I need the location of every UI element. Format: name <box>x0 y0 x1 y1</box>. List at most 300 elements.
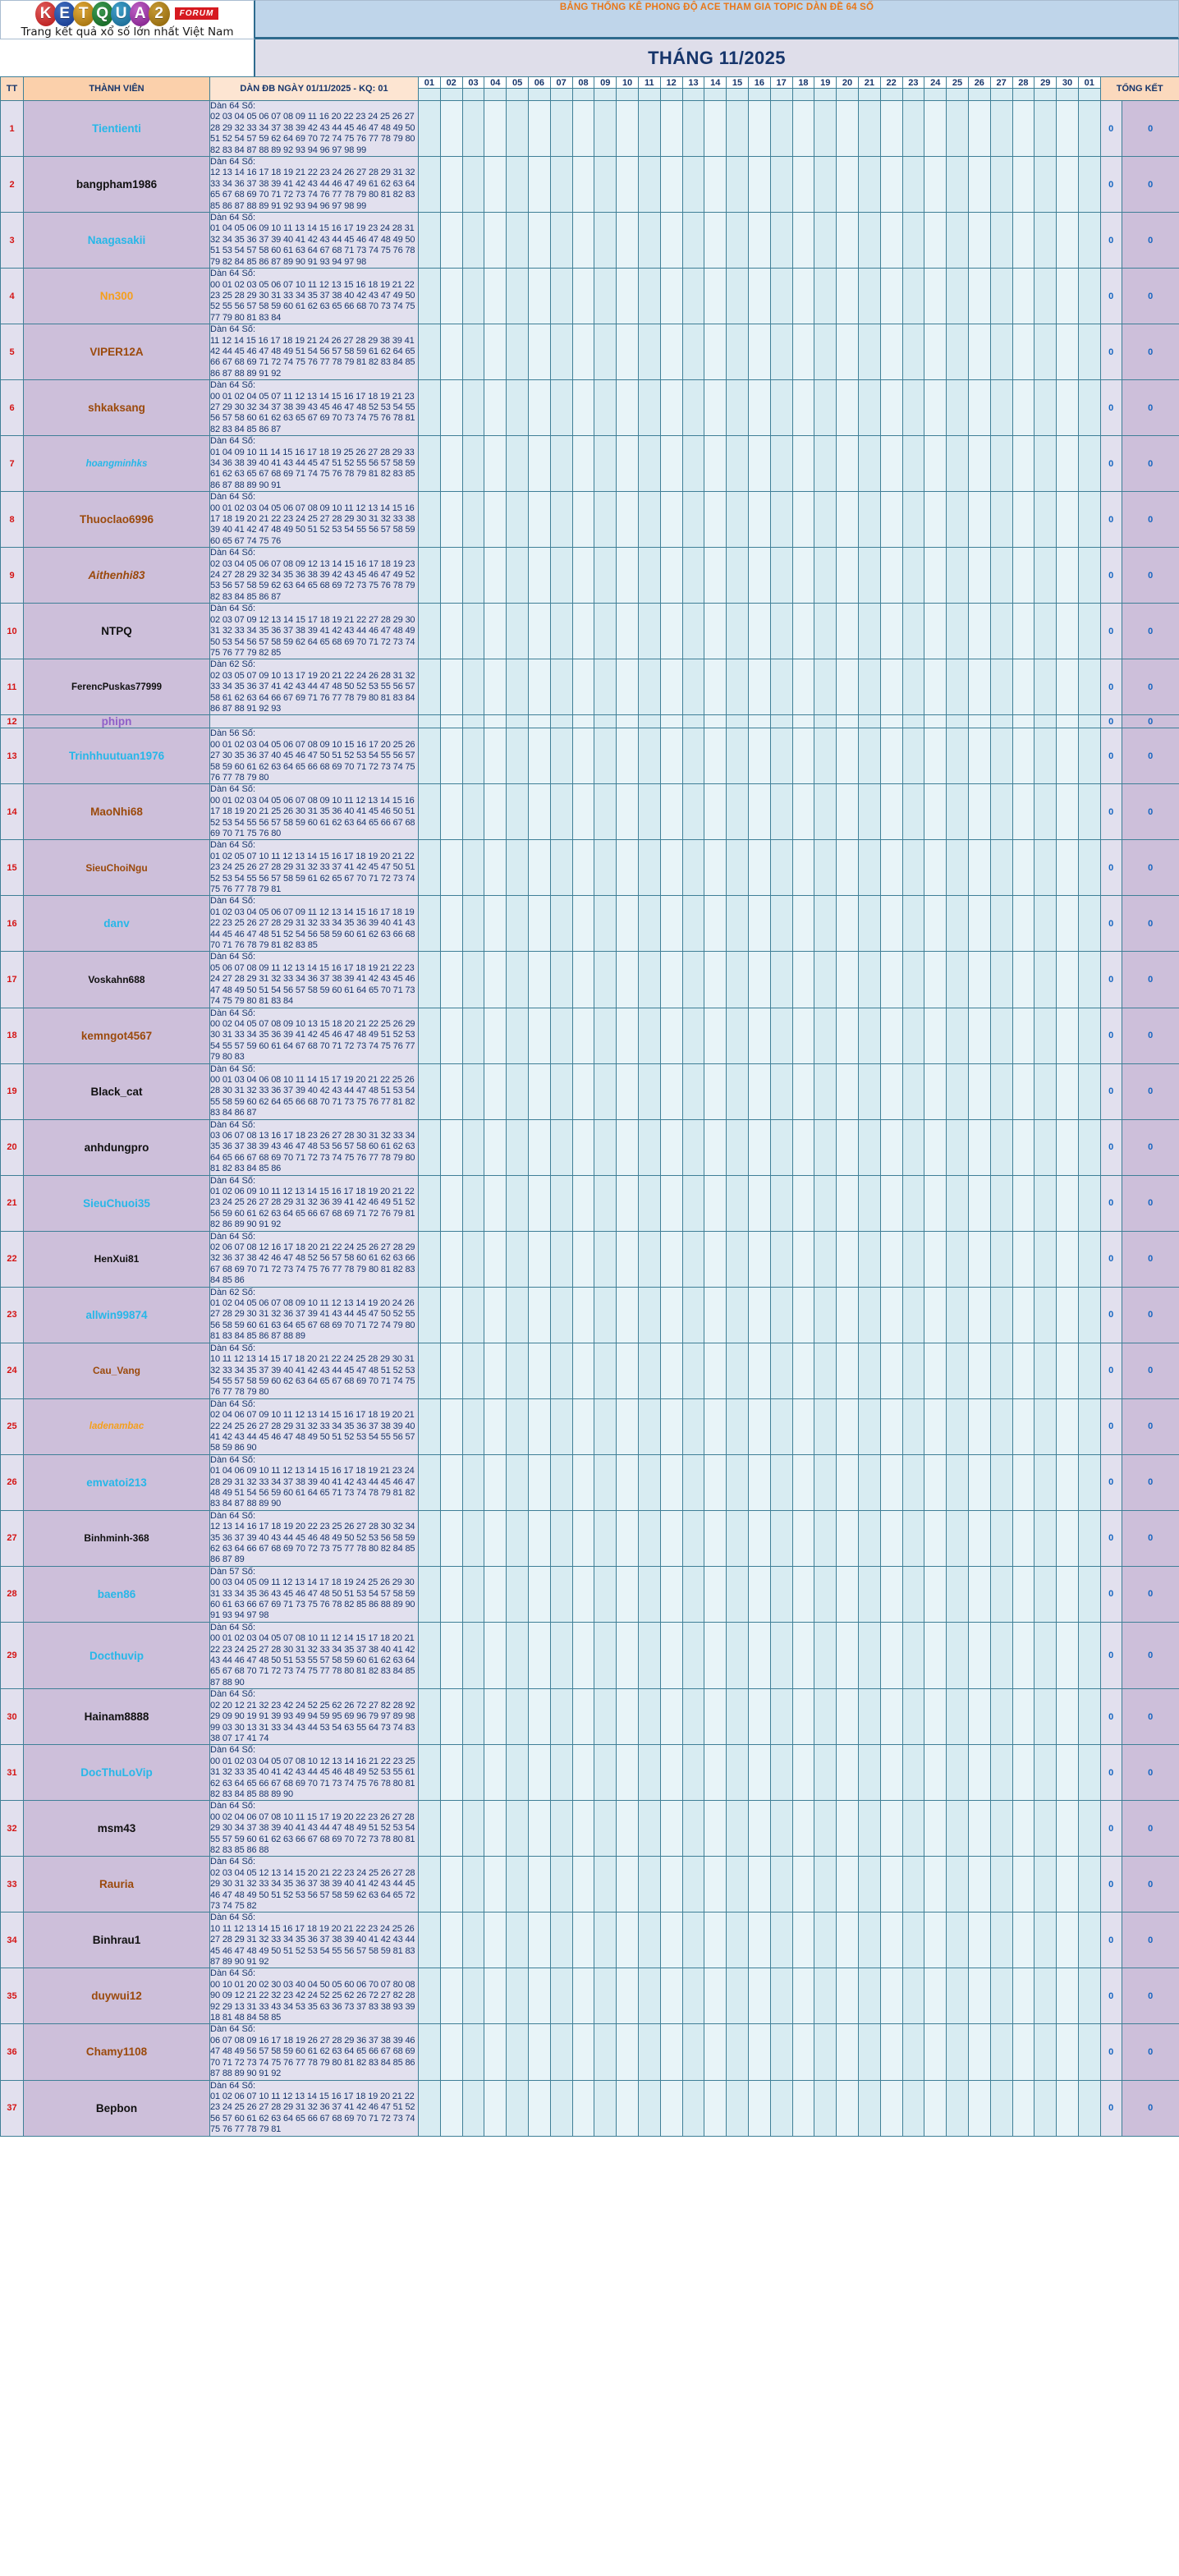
day-result-cell[interactable] <box>968 1287 990 1343</box>
day-result-cell[interactable] <box>682 1287 704 1343</box>
day-result-cell[interactable] <box>792 1857 814 1912</box>
day-result-cell[interactable] <box>814 101 837 157</box>
day-result-cell[interactable] <box>682 1689 704 1745</box>
day-result-cell[interactable] <box>1034 728 1057 784</box>
day-result-cell[interactable] <box>594 1566 617 1622</box>
day-result-cell[interactable] <box>419 2080 441 2136</box>
day-result-cell[interactable] <box>1057 840 1079 896</box>
day-result-cell[interactable] <box>858 659 880 715</box>
day-result-cell[interactable] <box>770 1119 792 1175</box>
day-result-cell[interactable] <box>880 548 902 604</box>
day-result-cell[interactable] <box>947 1008 969 1063</box>
day-result-cell[interactable] <box>947 604 969 659</box>
day-result-cell[interactable] <box>947 1566 969 1622</box>
member-cell[interactable] <box>24 1287 210 1343</box>
day-result-cell[interactable] <box>550 1008 572 1063</box>
day-result-cell[interactable] <box>507 1510 529 1566</box>
day-result-cell[interactable] <box>484 659 507 715</box>
day-result-cell[interactable] <box>507 604 529 659</box>
day-result-cell[interactable] <box>814 380 837 436</box>
day-result-cell[interactable] <box>770 548 792 604</box>
day-result-cell[interactable] <box>419 1566 441 1622</box>
day-result-cell[interactable] <box>880 269 902 324</box>
day-result-cell[interactable] <box>858 715 880 728</box>
site-logo-cell[interactable] <box>0 0 255 39</box>
day-result-cell[interactable] <box>550 1622 572 1688</box>
day-result-cell[interactable] <box>484 1063 507 1119</box>
day-result-cell[interactable] <box>528 728 550 784</box>
day-result-cell[interactable] <box>814 715 837 728</box>
day-result-cell[interactable] <box>660 1968 682 2024</box>
day-result-cell[interactable] <box>1034 380 1057 436</box>
member-cell[interactable] <box>24 1063 210 1119</box>
col-header-day-03-2[interactable]: 03 <box>462 77 484 89</box>
day-result-cell[interactable] <box>990 604 1012 659</box>
day-result-cell[interactable] <box>947 715 969 728</box>
day-result-cell[interactable] <box>638 1119 660 1175</box>
day-result-cell[interactable] <box>1034 1063 1057 1119</box>
day-result-cell[interactable] <box>682 952 704 1008</box>
day-result-cell[interactable] <box>880 1510 902 1566</box>
day-result-cell[interactable] <box>990 324 1012 380</box>
day-result-cell[interactable] <box>902 840 924 896</box>
day-result-cell[interactable] <box>792 840 814 896</box>
member-cell[interactable] <box>24 1912 210 1968</box>
day-result-cell[interactable] <box>880 2080 902 2136</box>
day-result-cell[interactable] <box>617 1745 639 1801</box>
day-result-cell[interactable] <box>770 1510 792 1566</box>
day-result-cell[interactable] <box>419 1801 441 1857</box>
day-result-cell[interactable] <box>1057 269 1079 324</box>
day-result-cell[interactable] <box>748 1857 770 1912</box>
day-result-cell[interactable] <box>572 1398 594 1454</box>
day-result-cell[interactable] <box>748 784 770 840</box>
day-result-cell[interactable] <box>617 1119 639 1175</box>
day-result-cell[interactable] <box>924 2080 947 2136</box>
day-result-cell[interactable] <box>484 952 507 1008</box>
day-result-cell[interactable] <box>727 1398 749 1454</box>
day-result-cell[interactable] <box>880 101 902 157</box>
day-result-cell[interactable] <box>704 1008 727 1063</box>
day-result-cell[interactable] <box>462 1857 484 1912</box>
day-result-cell[interactable] <box>682 548 704 604</box>
day-result-cell[interactable] <box>617 1454 639 1510</box>
day-result-cell[interactable] <box>660 1912 682 1968</box>
day-result-cell[interactable] <box>1012 436 1034 492</box>
day-result-cell[interactable] <box>419 1398 441 1454</box>
day-result-cell[interactable] <box>594 213 617 269</box>
day-result-cell[interactable] <box>902 1801 924 1857</box>
day-result-cell[interactable] <box>858 492 880 548</box>
day-result-cell[interactable] <box>528 1689 550 1745</box>
day-result-cell[interactable] <box>837 213 859 269</box>
day-result-cell[interactable] <box>990 1454 1012 1510</box>
day-result-cell[interactable] <box>727 269 749 324</box>
day-result-cell[interactable] <box>572 2024 594 2080</box>
day-result-cell[interactable] <box>572 1287 594 1343</box>
day-result-cell[interactable] <box>1057 548 1079 604</box>
day-result-cell[interactable] <box>507 1287 529 1343</box>
day-result-cell[interactable] <box>419 436 441 492</box>
day-result-cell[interactable] <box>704 604 727 659</box>
day-result-cell[interactable] <box>902 2024 924 2080</box>
day-result-cell[interactable] <box>550 1968 572 2024</box>
day-result-cell[interactable] <box>770 1287 792 1343</box>
day-result-cell[interactable] <box>572 1745 594 1801</box>
day-result-cell[interactable] <box>880 1343 902 1398</box>
day-result-cell[interactable] <box>902 380 924 436</box>
day-result-cell[interactable] <box>617 324 639 380</box>
day-result-cell[interactable] <box>462 1343 484 1398</box>
day-result-cell[interactable] <box>947 1063 969 1119</box>
day-result-cell[interactable] <box>770 1343 792 1398</box>
day-result-cell[interactable] <box>748 728 770 784</box>
day-result-cell[interactable] <box>968 1801 990 1857</box>
day-result-cell[interactable] <box>814 604 837 659</box>
day-result-cell[interactable] <box>727 1063 749 1119</box>
day-result-cell[interactable] <box>484 1912 507 1968</box>
day-result-cell[interactable] <box>682 728 704 784</box>
day-result-cell[interactable] <box>617 1622 639 1688</box>
day-result-cell[interactable] <box>947 1857 969 1912</box>
day-result-cell[interactable] <box>462 1745 484 1801</box>
day-result-cell[interactable] <box>1078 101 1100 157</box>
day-result-cell[interactable] <box>1057 436 1079 492</box>
day-result-cell[interactable] <box>858 1231 880 1287</box>
day-result-cell[interactable] <box>1012 1801 1034 1857</box>
day-result-cell[interactable] <box>704 659 727 715</box>
day-result-cell[interactable] <box>440 157 462 213</box>
day-result-cell[interactable] <box>572 1510 594 1566</box>
day-result-cell[interactable] <box>1012 1689 1034 1745</box>
day-result-cell[interactable] <box>990 1175 1012 1231</box>
day-result-cell[interactable] <box>990 659 1012 715</box>
day-result-cell[interactable] <box>507 380 529 436</box>
day-result-cell[interactable] <box>462 659 484 715</box>
day-result-cell[interactable] <box>682 492 704 548</box>
day-result-cell[interactable] <box>837 1566 859 1622</box>
day-result-cell[interactable] <box>837 728 859 784</box>
day-result-cell[interactable] <box>440 1454 462 1510</box>
day-result-cell[interactable] <box>594 1912 617 1968</box>
day-result-cell[interactable] <box>837 1912 859 1968</box>
day-result-cell[interactable] <box>1078 1063 1100 1119</box>
day-result-cell[interactable] <box>792 1343 814 1398</box>
day-result-cell[interactable] <box>748 1231 770 1287</box>
day-result-cell[interactable] <box>704 1343 727 1398</box>
day-result-cell[interactable] <box>419 324 441 380</box>
col-header-day-02-1[interactable]: 02 <box>440 77 462 89</box>
day-result-cell[interactable] <box>792 492 814 548</box>
day-result-cell[interactable] <box>419 213 441 269</box>
day-result-cell[interactable] <box>990 1287 1012 1343</box>
day-result-cell[interactable] <box>814 784 837 840</box>
day-result-cell[interactable] <box>792 436 814 492</box>
day-result-cell[interactable] <box>507 728 529 784</box>
day-result-cell[interactable] <box>792 157 814 213</box>
day-result-cell[interactable] <box>947 436 969 492</box>
day-result-cell[interactable] <box>792 604 814 659</box>
day-result-cell[interactable] <box>748 1745 770 1801</box>
day-result-cell[interactable] <box>550 896 572 952</box>
day-result-cell[interactable] <box>727 2024 749 2080</box>
day-result-cell[interactable] <box>462 2080 484 2136</box>
col-header-day-09-8[interactable]: 09 <box>594 77 617 89</box>
day-result-cell[interactable] <box>748 1622 770 1688</box>
day-result-cell[interactable] <box>990 1063 1012 1119</box>
day-result-cell[interactable] <box>902 1175 924 1231</box>
member-cell[interactable] <box>24 659 210 715</box>
day-result-cell[interactable] <box>990 784 1012 840</box>
day-result-cell[interactable] <box>968 380 990 436</box>
day-result-cell[interactable] <box>990 269 1012 324</box>
day-result-cell[interactable] <box>1012 604 1034 659</box>
day-result-cell[interactable] <box>727 324 749 380</box>
day-result-cell[interactable] <box>419 2024 441 2080</box>
day-result-cell[interactable] <box>550 1343 572 1398</box>
day-result-cell[interactable] <box>660 1510 682 1566</box>
day-result-cell[interactable] <box>462 1119 484 1175</box>
day-result-cell[interactable] <box>484 1510 507 1566</box>
day-result-cell[interactable] <box>507 1343 529 1398</box>
day-result-cell[interactable] <box>990 1912 1012 1968</box>
day-result-cell[interactable] <box>748 604 770 659</box>
day-result-cell[interactable] <box>660 2080 682 2136</box>
day-result-cell[interactable] <box>924 1912 947 1968</box>
day-result-cell[interactable] <box>1057 1566 1079 1622</box>
day-result-cell[interactable] <box>617 1343 639 1398</box>
day-result-cell[interactable] <box>419 1622 441 1688</box>
day-result-cell[interactable] <box>880 1454 902 1510</box>
day-result-cell[interactable] <box>617 269 639 324</box>
day-result-cell[interactable] <box>990 380 1012 436</box>
day-result-cell[interactable] <box>770 1689 792 1745</box>
day-result-cell[interactable] <box>924 952 947 1008</box>
day-result-cell[interactable] <box>924 604 947 659</box>
day-result-cell[interactable] <box>572 1566 594 1622</box>
day-result-cell[interactable] <box>770 1857 792 1912</box>
day-result-cell[interactable] <box>947 659 969 715</box>
day-result-cell[interactable] <box>1012 548 1034 604</box>
day-result-cell[interactable] <box>814 952 837 1008</box>
day-result-cell[interactable] <box>858 1008 880 1063</box>
day-result-cell[interactable] <box>704 896 727 952</box>
day-result-cell[interactable] <box>748 1175 770 1231</box>
day-result-cell[interactable] <box>572 1857 594 1912</box>
day-result-cell[interactable] <box>484 1622 507 1688</box>
col-header-day-04-3[interactable]: 04 <box>484 77 507 89</box>
day-result-cell[interactable] <box>704 1857 727 1912</box>
day-result-cell[interactable] <box>770 492 792 548</box>
day-result-cell[interactable] <box>660 1566 682 1622</box>
day-result-cell[interactable] <box>682 324 704 380</box>
day-result-cell[interactable] <box>837 1287 859 1343</box>
day-result-cell[interactable] <box>617 715 639 728</box>
day-result-cell[interactable] <box>990 101 1012 157</box>
day-result-cell[interactable] <box>880 952 902 1008</box>
day-result-cell[interactable] <box>462 492 484 548</box>
col-header-day-19-18[interactable]: 19 <box>814 77 837 89</box>
day-result-cell[interactable] <box>748 101 770 157</box>
day-result-cell[interactable] <box>507 548 529 604</box>
day-result-cell[interactable] <box>792 1510 814 1566</box>
day-result-cell[interactable] <box>638 1175 660 1231</box>
day-result-cell[interactable] <box>550 548 572 604</box>
day-result-cell[interactable] <box>902 1510 924 1566</box>
day-result-cell[interactable] <box>1078 1968 1100 2024</box>
day-result-cell[interactable] <box>550 1745 572 1801</box>
member-cell[interactable] <box>24 715 210 728</box>
day-result-cell[interactable] <box>1034 840 1057 896</box>
day-result-cell[interactable] <box>617 436 639 492</box>
day-result-cell[interactable] <box>484 1398 507 1454</box>
day-result-cell[interactable] <box>947 2024 969 2080</box>
day-result-cell[interactable] <box>638 1968 660 2024</box>
day-result-cell[interactable] <box>682 1745 704 1801</box>
day-result-cell[interactable] <box>594 1968 617 2024</box>
day-result-cell[interactable] <box>902 1622 924 1688</box>
day-result-cell[interactable] <box>507 269 529 324</box>
day-result-cell[interactable] <box>990 1968 1012 2024</box>
day-result-cell[interactable] <box>968 1510 990 1566</box>
day-result-cell[interactable] <box>727 380 749 436</box>
day-result-cell[interactable] <box>792 2024 814 2080</box>
day-result-cell[interactable] <box>1057 1510 1079 1566</box>
day-result-cell[interactable] <box>858 1398 880 1454</box>
day-result-cell[interactable] <box>528 2080 550 2136</box>
day-result-cell[interactable] <box>837 840 859 896</box>
day-result-cell[interactable] <box>682 1857 704 1912</box>
day-result-cell[interactable] <box>1034 2080 1057 2136</box>
member-cell[interactable] <box>24 1343 210 1398</box>
day-result-cell[interactable] <box>440 213 462 269</box>
day-result-cell[interactable] <box>727 784 749 840</box>
day-result-cell[interactable] <box>572 269 594 324</box>
day-result-cell[interactable] <box>638 492 660 548</box>
day-result-cell[interactable] <box>638 436 660 492</box>
day-result-cell[interactable] <box>682 2024 704 2080</box>
day-result-cell[interactable] <box>1012 1912 1034 1968</box>
day-result-cell[interactable] <box>1057 380 1079 436</box>
day-result-cell[interactable] <box>968 1063 990 1119</box>
day-result-cell[interactable] <box>858 1622 880 1688</box>
day-result-cell[interactable] <box>660 157 682 213</box>
day-result-cell[interactable] <box>902 1119 924 1175</box>
member-cell[interactable] <box>24 101 210 157</box>
day-result-cell[interactable] <box>1034 1801 1057 1857</box>
day-result-cell[interactable] <box>1057 1857 1079 1912</box>
day-result-cell[interactable] <box>528 1063 550 1119</box>
day-result-cell[interactable] <box>792 1689 814 1745</box>
day-result-cell[interactable] <box>968 1175 990 1231</box>
day-result-cell[interactable] <box>990 1008 1012 1063</box>
day-result-cell[interactable] <box>858 1912 880 1968</box>
day-result-cell[interactable] <box>1078 1119 1100 1175</box>
day-result-cell[interactable] <box>594 157 617 213</box>
day-result-cell[interactable] <box>837 157 859 213</box>
day-result-cell[interactable] <box>704 1175 727 1231</box>
day-result-cell[interactable] <box>528 896 550 952</box>
day-result-cell[interactable] <box>507 1622 529 1688</box>
day-result-cell[interactable] <box>462 604 484 659</box>
day-result-cell[interactable] <box>748 952 770 1008</box>
day-result-cell[interactable] <box>880 213 902 269</box>
day-result-cell[interactable] <box>902 1566 924 1622</box>
day-result-cell[interactable] <box>660 380 682 436</box>
day-result-cell[interactable] <box>968 436 990 492</box>
day-result-cell[interactable] <box>638 380 660 436</box>
day-result-cell[interactable] <box>947 1287 969 1343</box>
day-result-cell[interactable] <box>704 492 727 548</box>
day-result-cell[interactable] <box>1078 1912 1100 1968</box>
day-result-cell[interactable] <box>968 492 990 548</box>
day-result-cell[interactable] <box>814 1398 837 1454</box>
day-result-cell[interactable] <box>1057 1968 1079 2024</box>
day-result-cell[interactable] <box>572 784 594 840</box>
day-result-cell[interactable] <box>968 728 990 784</box>
day-result-cell[interactable] <box>507 1968 529 2024</box>
day-result-cell[interactable] <box>947 1175 969 1231</box>
day-result-cell[interactable] <box>528 157 550 213</box>
day-result-cell[interactable] <box>550 784 572 840</box>
day-result-cell[interactable] <box>1078 715 1100 728</box>
day-result-cell[interactable] <box>880 380 902 436</box>
day-result-cell[interactable] <box>1057 604 1079 659</box>
day-result-cell[interactable] <box>704 1689 727 1745</box>
day-result-cell[interactable] <box>682 784 704 840</box>
day-result-cell[interactable] <box>550 1398 572 1454</box>
col-header-day-26-25[interactable]: 26 <box>968 77 990 89</box>
day-result-cell[interactable] <box>528 1566 550 1622</box>
day-result-cell[interactable] <box>990 157 1012 213</box>
day-result-cell[interactable] <box>968 952 990 1008</box>
day-result-cell[interactable] <box>550 952 572 1008</box>
day-result-cell[interactable] <box>528 1287 550 1343</box>
day-result-cell[interactable] <box>462 213 484 269</box>
day-result-cell[interactable] <box>902 269 924 324</box>
day-result-cell[interactable] <box>1078 1801 1100 1857</box>
day-result-cell[interactable] <box>770 728 792 784</box>
day-result-cell[interactable] <box>880 1287 902 1343</box>
day-result-cell[interactable] <box>924 492 947 548</box>
col-header-day-01-0[interactable]: 01 <box>419 77 441 89</box>
day-result-cell[interactable] <box>727 1912 749 1968</box>
day-result-cell[interactable] <box>924 1689 947 1745</box>
day-result-cell[interactable] <box>727 1231 749 1287</box>
day-result-cell[interactable] <box>638 1566 660 1622</box>
day-result-cell[interactable] <box>990 1119 1012 1175</box>
day-result-cell[interactable] <box>572 2080 594 2136</box>
day-result-cell[interactable] <box>748 1689 770 1745</box>
day-result-cell[interactable] <box>638 2024 660 2080</box>
day-result-cell[interactable] <box>462 1801 484 1857</box>
day-result-cell[interactable] <box>419 1510 441 1566</box>
day-result-cell[interactable] <box>682 840 704 896</box>
day-result-cell[interactable] <box>617 1801 639 1857</box>
col-header-day-30-29[interactable]: 30 <box>1057 77 1079 89</box>
col-header-day-20-19[interactable]: 20 <box>837 77 859 89</box>
day-result-cell[interactable] <box>902 1857 924 1912</box>
day-result-cell[interactable] <box>880 492 902 548</box>
day-result-cell[interactable] <box>1057 2024 1079 2080</box>
day-result-cell[interactable] <box>858 157 880 213</box>
day-result-cell[interactable] <box>770 715 792 728</box>
day-result-cell[interactable] <box>462 840 484 896</box>
day-result-cell[interactable] <box>462 784 484 840</box>
day-result-cell[interactable] <box>858 1343 880 1398</box>
day-result-cell[interactable] <box>947 1912 969 1968</box>
day-result-cell[interactable] <box>924 1510 947 1566</box>
